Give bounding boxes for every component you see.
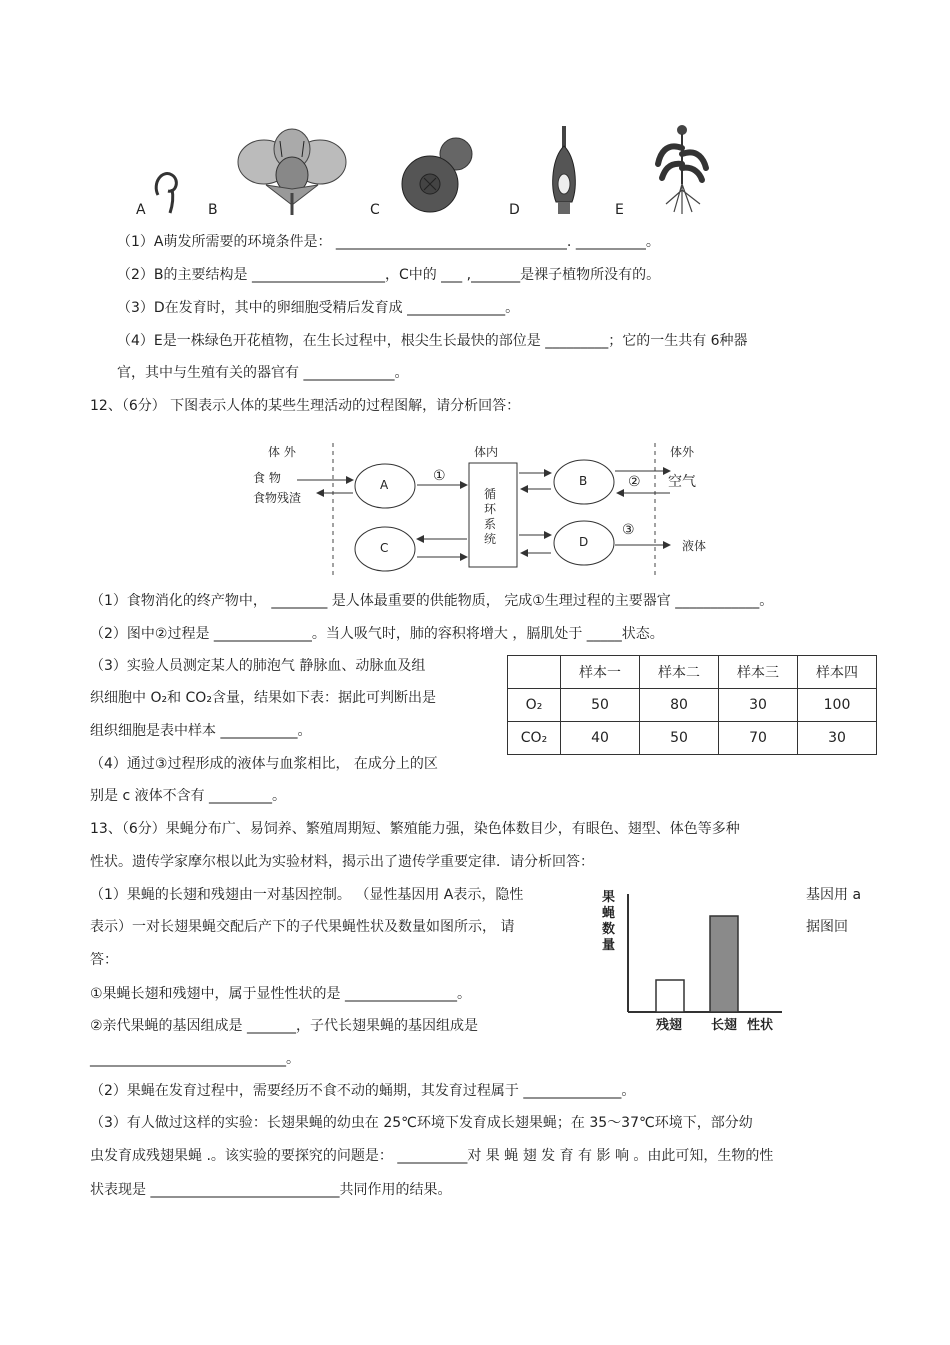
q13-part1-line1-right: 基因用 a bbox=[806, 887, 862, 903]
pistil-drawing bbox=[546, 124, 582, 218]
q12-part4-line2: 别是 c 液体不含有 _________。 bbox=[90, 788, 287, 804]
node-c-label: C bbox=[380, 541, 389, 555]
outside-left-label: 体 外 bbox=[268, 445, 296, 459]
q13-question-i: ①果蝇长翅和残翅中，属于显性性状的是 ________________。 bbox=[90, 986, 471, 1002]
y-axis-label: 果蝇数量 bbox=[602, 890, 616, 953]
q11-part2: （2）B的主要结构是 ___________________，C中的 ___ ,_______是裸子植物所没有的。 bbox=[117, 267, 661, 283]
table-cell: O₂ bbox=[508, 689, 561, 722]
q13-part2: （2）果蝇在发育过程中，需要经历不食不动的蛹期，其发育过程属于 ______________。 bbox=[90, 1083, 636, 1099]
node-d-label: D bbox=[579, 535, 589, 549]
bar-1 bbox=[710, 916, 738, 1012]
q12-part3-line3: 组织细胞是表中样本 ___________。 bbox=[90, 723, 312, 739]
q13-part1-line3: 答： bbox=[90, 952, 118, 968]
q13-part3-line3: 状表现是 ___________________________共同作用的结果。 bbox=[90, 1182, 452, 1198]
table-cell: 30 bbox=[798, 722, 877, 755]
figure-label-b: B bbox=[208, 202, 218, 218]
fruit-fly-bar-chart bbox=[600, 888, 790, 1034]
q13-part1-line1: （1）果蝇的长翅和残翅由一对基因控制。 （显性基因用 A表示，隐性 bbox=[90, 887, 524, 903]
table-cell: 80 bbox=[640, 689, 719, 722]
figure-label-c: C bbox=[370, 202, 380, 218]
q13-part3-line2: 虫发育成残翅果蝇 .。该实验的要探究的问题是： __________对 果 蝇 翅 发 育 有 影 响 。由此可知，生物的性 bbox=[90, 1148, 774, 1164]
table-cell: 50 bbox=[561, 689, 640, 722]
q11-part4-line2: 官，其中与生殖有关的器官有 _____________。 bbox=[117, 365, 409, 381]
seed-sprout-drawing bbox=[150, 165, 186, 215]
table-header-cell bbox=[508, 656, 561, 689]
fruit-drawing bbox=[400, 132, 476, 216]
process-1-label: ① bbox=[433, 468, 446, 484]
circ-char-2: 环 bbox=[484, 502, 497, 516]
q12-heading: 12、（6分） 下图表示人体的某些生理活动的过程图解，请分析回答： bbox=[90, 398, 521, 414]
figure-label-e: E bbox=[615, 202, 624, 218]
circ-char-3: 系 bbox=[484, 517, 497, 531]
table-cell: 50 bbox=[640, 722, 719, 755]
node-b-label: B bbox=[579, 474, 588, 488]
q13-part1-line2-right: 据图回 bbox=[806, 919, 848, 935]
tick-label-vestigial: 残翅 bbox=[656, 1018, 683, 1033]
table-header-cell: 样本二 bbox=[640, 656, 719, 689]
q11-part4-line1: （4）E是一株绿色开花植物，在生长过程中，根尖生长最快的部位是 _________；它的一生共有 6种器 bbox=[117, 333, 748, 349]
bar-0 bbox=[656, 980, 684, 1012]
table-header-cell: 样本三 bbox=[719, 656, 798, 689]
node-a-label: A bbox=[380, 478, 389, 492]
process-2-label: ② bbox=[628, 474, 641, 490]
liquid-label: 液体 bbox=[682, 539, 707, 553]
table-row bbox=[508, 722, 877, 755]
circ-char-4: 统 bbox=[484, 532, 497, 546]
table-cell: CO₂ bbox=[508, 722, 561, 755]
table-cell: 70 bbox=[719, 722, 798, 755]
q13-intro-line2: 性状。遗传学家摩尔根以此为实验材料，揭示出了遗传学重要定律．请分析回答： bbox=[90, 854, 594, 870]
table-cell: 30 bbox=[719, 689, 798, 722]
table-cell: 40 bbox=[561, 722, 640, 755]
outside-right-label: 体外 bbox=[670, 445, 695, 459]
q12-part3-line1: （3）实验人员测定某人的肺泡气 静脉血、动脉血及组 bbox=[90, 658, 426, 674]
table-header-row bbox=[508, 656, 877, 689]
air-label: 空气 bbox=[668, 474, 696, 490]
table-header-cell: 样本四 bbox=[798, 656, 877, 689]
q12-part3-line2: 织细胞中 O₂和 CO₂含量，结果如下表：据此可判断出是 bbox=[90, 690, 436, 706]
figure-label-a: A bbox=[136, 202, 146, 218]
flower-drawing bbox=[236, 127, 348, 217]
q13-part1-line2: 表示）一对长翅果蝇交配后产下的子代果蝇性状及数量如图所示， 请 bbox=[90, 919, 515, 935]
q13-part3-line1: （3）有人做过这样的实验：长翅果蝇的幼虫在 25℃环境下发育成长翅果蝇；在 35～37℃环境下，部分幼 bbox=[90, 1115, 753, 1131]
inside-label: 体内 bbox=[474, 445, 499, 459]
q11-part3: （3）D在发育时，其中的卵细胞受精后发育成 ______________。 bbox=[117, 300, 520, 316]
q13-intro-line1: 13、（6分）果蝇分布广、易饲养、繁殖周期短、繁殖能力强，染色体数目少，有眼色、翅型、体色等多种 bbox=[90, 821, 740, 837]
plant-drawing bbox=[652, 124, 710, 216]
gas-sample-table bbox=[507, 655, 877, 755]
q12-part2: （2）图中②过程是 ______________。当人吸气时，肺的容积将增大 ，膈肌处于 _____状态。 bbox=[90, 626, 664, 642]
figure-label-d: D bbox=[509, 202, 520, 218]
tick-label-long: 长翅 bbox=[711, 1018, 738, 1033]
food-label: 食 物 bbox=[253, 471, 281, 485]
x-axis-label: 性状 bbox=[747, 1018, 774, 1033]
q13-question-ii: ②亲代果蝇的基因组成是 _______，子代长翅果蝇的基因组成是 bbox=[90, 1018, 478, 1034]
q12-part1: （1）食物消化的终产物中， ________ 是人体最重要的供能物质， 完成①生理过程的主要器官 ____________。 bbox=[90, 593, 774, 609]
food-residue-label: 食物残渣 bbox=[253, 491, 302, 505]
q13-question-ii-blank: ____________________________。 bbox=[90, 1051, 300, 1067]
q11-part1: （1）A萌发所需要的环境条件是： _________________________________. __________。 bbox=[117, 234, 660, 250]
circ-char-1: 循 bbox=[484, 487, 497, 501]
q12-part4-line1: （4）通过③过程形成的液体与血浆相比， 在成分上的区 bbox=[90, 756, 438, 772]
chart-svg bbox=[600, 888, 790, 1034]
table-header-cell: 样本一 bbox=[561, 656, 640, 689]
table-row bbox=[508, 689, 877, 722]
process-3-label: ③ bbox=[622, 522, 635, 538]
table-cell: 100 bbox=[798, 689, 877, 722]
